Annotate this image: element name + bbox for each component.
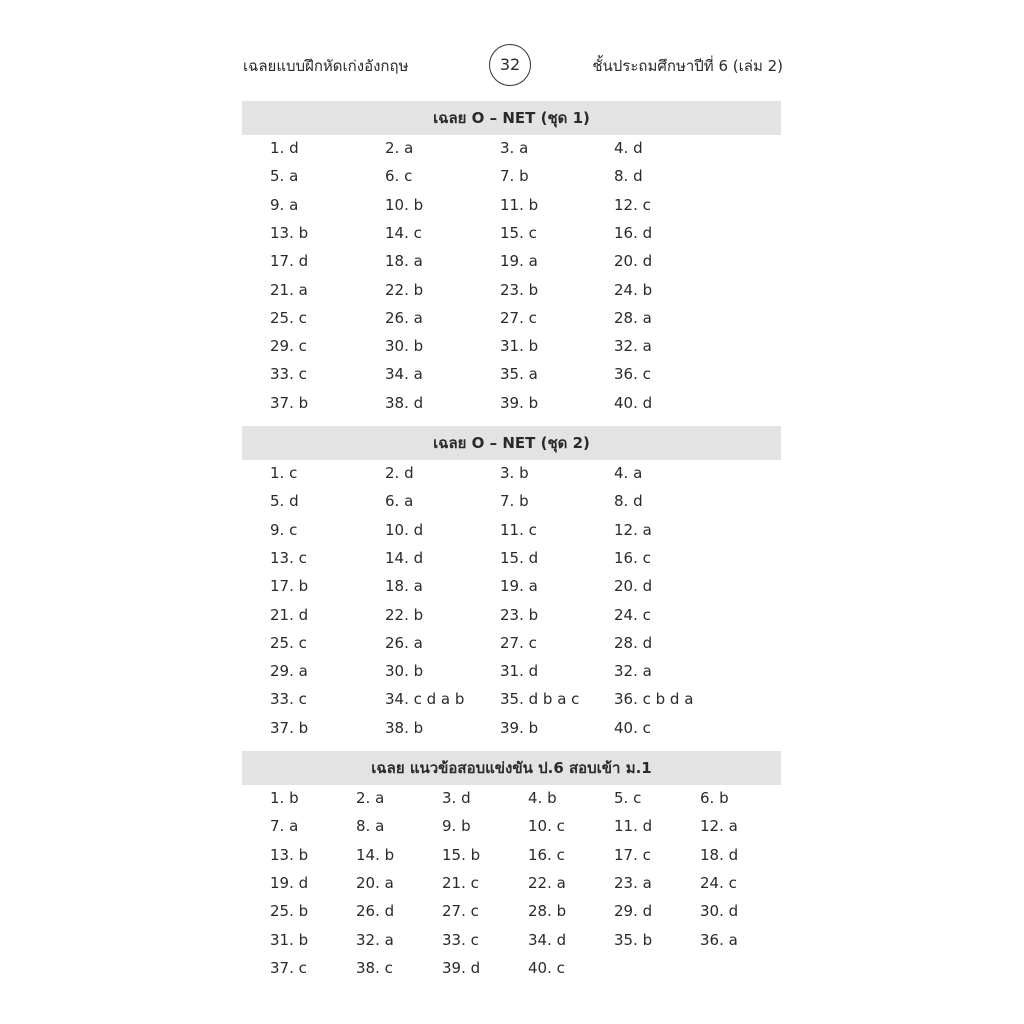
answer-item: 25. c xyxy=(270,308,307,327)
answer-item: 29. a xyxy=(270,662,308,681)
answer-item: 22. a xyxy=(528,873,566,892)
answer-item: 32. a xyxy=(356,930,394,949)
page-number: 32 xyxy=(489,44,531,86)
answer-item: 36. c b d a xyxy=(614,690,694,709)
answer-item: 39. b xyxy=(500,718,539,737)
answer-item: 34. c d a b xyxy=(385,690,465,709)
answer-item: 24. b xyxy=(614,280,653,299)
answer-item: 37. b xyxy=(270,718,309,737)
answer-item: 19. d xyxy=(270,873,309,892)
answer-item: 3. b xyxy=(500,464,529,482)
answer-item: 9. c xyxy=(270,520,298,539)
answer-item: 5. c xyxy=(614,789,642,807)
answer-item: 40. c xyxy=(614,718,651,737)
answer-item: 14. d xyxy=(385,548,424,567)
answer-item: 16. c xyxy=(614,548,651,567)
answer-item: 17. b xyxy=(270,577,309,596)
answer-item: 27. c xyxy=(500,308,537,327)
answer-item: 17. d xyxy=(270,252,309,271)
answer-item: 19. a xyxy=(500,252,538,271)
answer-item: 21. c xyxy=(442,873,479,892)
answer-item: 28. b xyxy=(528,902,567,921)
answer-item: 27. c xyxy=(500,633,537,652)
answer-item: 32. a xyxy=(614,337,652,356)
answer-item: 18. a xyxy=(385,577,423,596)
answer-item: 2. a xyxy=(356,789,385,807)
answer-item: 38. d xyxy=(385,393,424,412)
answer-item: 4. a xyxy=(614,464,643,482)
answer-item: 25. b xyxy=(270,902,309,921)
answer-item: 27. c xyxy=(442,902,479,921)
answer-item: 19. a xyxy=(500,577,538,596)
answer-item: 8. d xyxy=(614,492,643,511)
answer-item: 26. d xyxy=(356,902,395,921)
answer-item: 2. a xyxy=(385,139,414,157)
answer-item: 39. b xyxy=(500,393,539,412)
answer-item: 14. b xyxy=(356,845,395,864)
answer-item: 10. d xyxy=(385,520,424,539)
answer-item: 1. d xyxy=(270,139,299,157)
answer-item: 40. c xyxy=(528,958,565,977)
answer-item: 35. b xyxy=(614,930,653,949)
answer-item: 24. c xyxy=(700,873,737,892)
answer-item: 37. b xyxy=(270,393,309,412)
answer-item: 13. b xyxy=(270,845,309,864)
answer-item: 22. b xyxy=(385,280,424,299)
answer-item: 8. a xyxy=(356,817,385,836)
answer-item: 21. a xyxy=(270,280,308,299)
answer-item: 29. c xyxy=(270,337,307,356)
answer-item: 12. a xyxy=(614,520,652,539)
answer-item: 6. c xyxy=(385,167,413,186)
section-title-onet-2: เฉลย O – NET (ชุด 2) xyxy=(242,426,781,460)
answer-item: 7. b xyxy=(500,167,529,186)
answer-item: 15. c xyxy=(500,223,537,242)
answer-item: 34. d xyxy=(528,930,567,949)
answer-item: 15. d xyxy=(500,548,539,567)
answer-item: 4. b xyxy=(528,789,557,807)
book-title: เฉลยแบบฝึกหัดเก่งอังกฤษ xyxy=(243,57,409,75)
answer-item: 33. c xyxy=(442,930,479,949)
answer-item: 2. d xyxy=(385,464,414,482)
answer-item: 35. a xyxy=(500,365,538,384)
section-title-entrance-exam: เฉลย แนวข้อสอบแข่งขัน ป.6 สอบเข้า ม.1 xyxy=(242,751,781,785)
answer-item: 11. c xyxy=(500,520,537,539)
answer-item: 31. b xyxy=(500,337,539,356)
answer-item: 9. b xyxy=(442,817,471,836)
answer-item: 31. d xyxy=(500,662,539,681)
answer-item: 20. d xyxy=(614,252,653,271)
answer-item: 33. c xyxy=(270,690,307,709)
answer-item: 6. b xyxy=(700,789,729,807)
answer-item: 32. a xyxy=(614,662,652,681)
answer-item: 12. a xyxy=(700,817,738,836)
answer-item: 10. c xyxy=(528,817,565,836)
answer-item: 37. c xyxy=(270,958,307,977)
answer-item: 11. d xyxy=(614,817,653,836)
section-title-onet-1: เฉลย O – NET (ชุด 1) xyxy=(242,101,781,135)
answer-item: 25. c xyxy=(270,633,307,652)
answer-item: 12. c xyxy=(614,195,651,214)
answer-item: 11. b xyxy=(500,195,539,214)
answer-item: 36. a xyxy=(700,930,738,949)
answer-item: 1. b xyxy=(270,789,299,807)
answer-item: 33. c xyxy=(270,365,307,384)
answer-item: 23. a xyxy=(614,873,652,892)
grade-volume: ชั้นประถมศึกษาปีที่ 6 (เล่ม 2) xyxy=(592,57,783,75)
answer-item: 18. a xyxy=(385,252,423,271)
answer-item: 3. a xyxy=(500,139,529,157)
answer-item: 24. c xyxy=(614,605,651,624)
answer-item: 34. a xyxy=(385,365,423,384)
answer-item: 22. b xyxy=(385,605,424,624)
answer-item: 16. c xyxy=(528,845,565,864)
answer-item: 36. c xyxy=(614,365,651,384)
answer-item: 23. b xyxy=(500,280,539,299)
answer-item: 18. d xyxy=(700,845,739,864)
answer-item: 26. a xyxy=(385,633,423,652)
answer-item: 17. c xyxy=(614,845,651,864)
answer-item: 40. d xyxy=(614,393,653,412)
answer-item: 5. d xyxy=(270,492,299,511)
answer-item: 20. a xyxy=(356,873,394,892)
answer-item: 4. d xyxy=(614,139,643,157)
answer-item: 26. a xyxy=(385,308,423,327)
answer-item: 7. b xyxy=(500,492,529,511)
answer-item: 1. c xyxy=(270,464,298,482)
answer-item: 7. a xyxy=(270,817,299,836)
answer-item: 30. d xyxy=(700,902,739,921)
answer-item: 29. d xyxy=(614,902,653,921)
answer-item: 35. d b a c xyxy=(500,690,580,709)
answer-item: 31. b xyxy=(270,930,309,949)
answer-item: 20. d xyxy=(614,577,653,596)
answer-item: 23. b xyxy=(500,605,539,624)
answer-item: 38. b xyxy=(385,718,424,737)
answer-item: 16. d xyxy=(614,223,653,242)
answer-item: 14. c xyxy=(385,223,422,242)
answer-item: 9. a xyxy=(270,195,299,214)
answer-item: 28. a xyxy=(614,308,652,327)
answer-item: 3. d xyxy=(442,789,471,807)
answer-item: 30. b xyxy=(385,337,424,356)
answer-item: 10. b xyxy=(385,195,424,214)
answer-item: 30. b xyxy=(385,662,424,681)
answer-item: 6. a xyxy=(385,492,414,511)
answer-item: 5. a xyxy=(270,167,299,186)
answer-item: 21. d xyxy=(270,605,309,624)
answer-item: 13. c xyxy=(270,548,307,567)
answer-item: 39. d xyxy=(442,958,481,977)
answer-item: 13. b xyxy=(270,223,309,242)
answer-item: 15. b xyxy=(442,845,481,864)
answer-item: 28. d xyxy=(614,633,653,652)
answer-item: 8. d xyxy=(614,167,643,186)
answer-item: 38. c xyxy=(356,958,393,977)
